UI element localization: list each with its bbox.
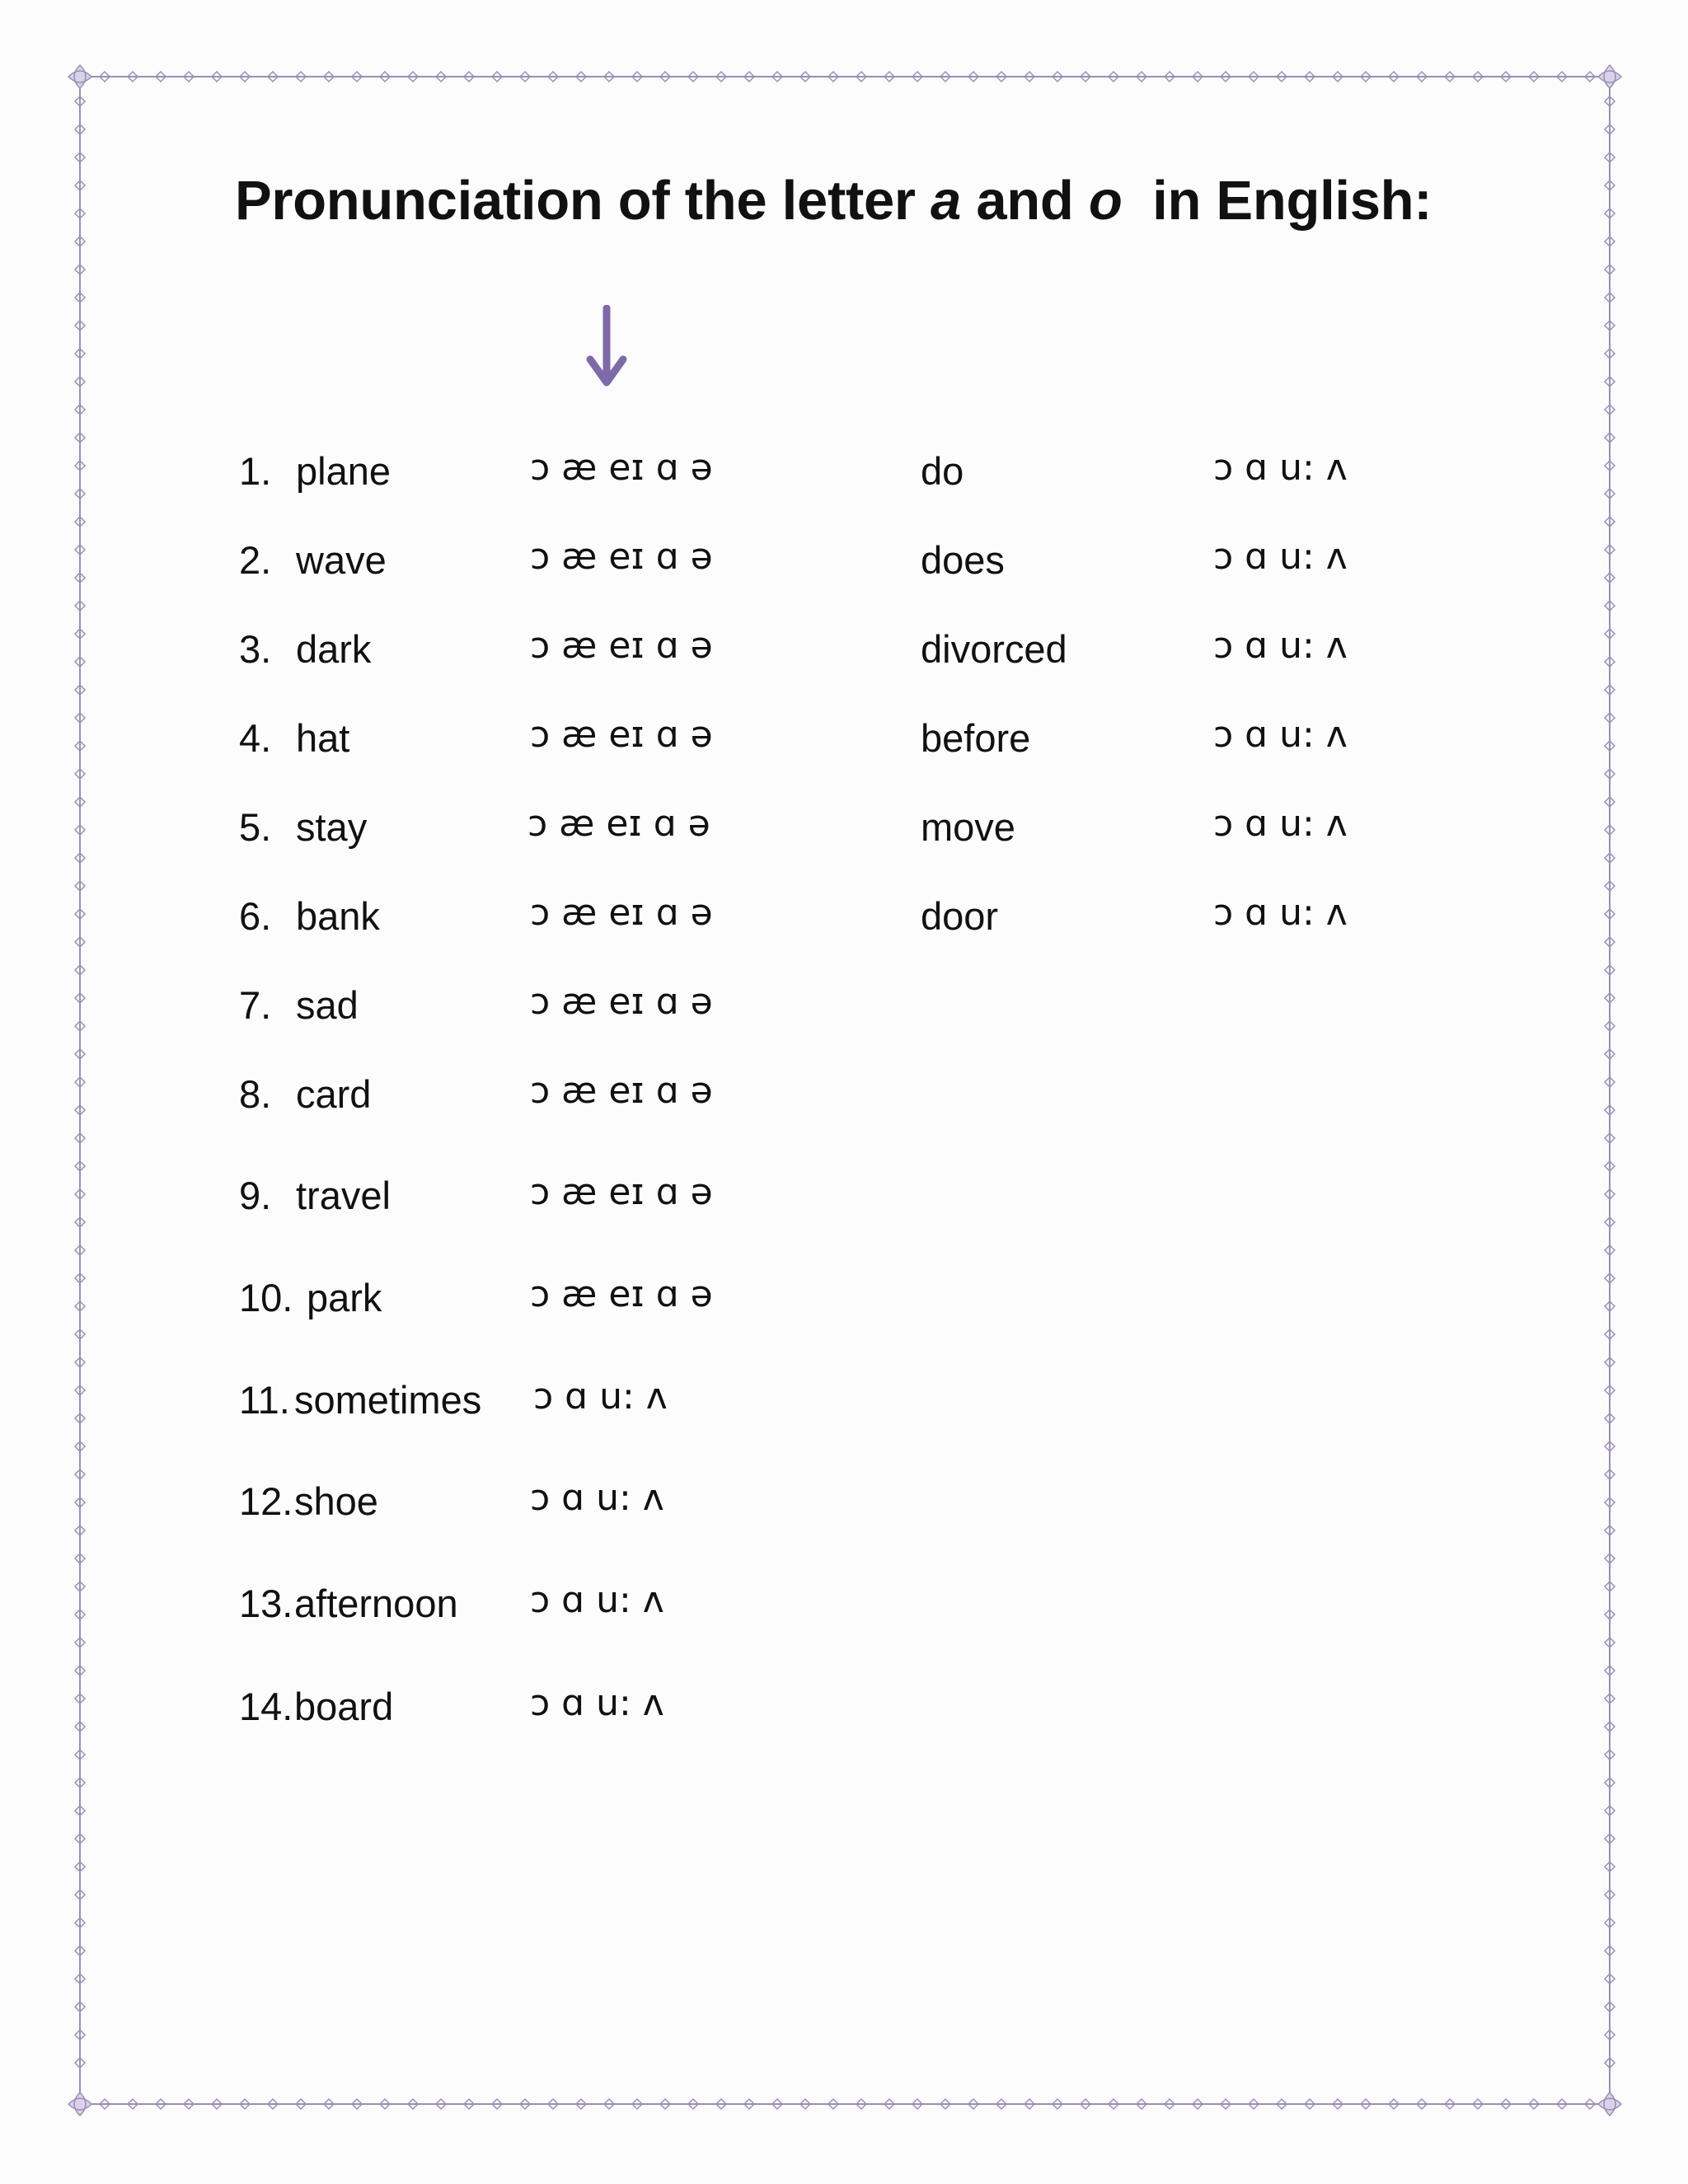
item-number: 3. bbox=[239, 627, 272, 671]
phoneme-options: ɔ æ eɪ ɑ ə bbox=[530, 625, 713, 667]
item-word: park bbox=[307, 1276, 382, 1319]
title-letter-o: o bbox=[1088, 170, 1123, 232]
phoneme-options: ɔ æ eɪ ɑ ə bbox=[530, 892, 713, 934]
phoneme-options: ɔ æ eɪ ɑ ə bbox=[530, 714, 713, 756]
phoneme-options: ɔ æ eɪ ɑ ə bbox=[530, 447, 713, 489]
title-letter-a: a bbox=[931, 170, 962, 232]
right-phoneme-options: ɔ ɑ u: ʌ bbox=[1213, 625, 1348, 667]
item-word: dark bbox=[296, 627, 372, 671]
item-word: travel bbox=[296, 1174, 391, 1217]
phoneme-options: ɔ æ eɪ ɑ ə bbox=[530, 981, 713, 1023]
phoneme-options: ɔ æ eɪ ɑ ə bbox=[530, 1070, 713, 1112]
right-item-word: before bbox=[921, 716, 1031, 760]
phoneme-options: ɔ æ eɪ ɑ ə bbox=[530, 1273, 713, 1315]
title-and: and bbox=[976, 170, 1074, 232]
right-item-word: do bbox=[921, 449, 964, 493]
item-word: sad bbox=[296, 983, 359, 1027]
right-phoneme-options: ɔ ɑ u: ʌ bbox=[1213, 892, 1348, 934]
item-word: sometimes bbox=[294, 1378, 482, 1422]
item-word: shoe bbox=[294, 1479, 378, 1523]
right-item-word: door bbox=[921, 894, 999, 938]
item-word: card bbox=[296, 1072, 372, 1116]
phoneme-options: ɔ æ eɪ ɑ ə bbox=[530, 536, 713, 578]
page-title bbox=[235, 169, 1432, 232]
item-word: stay bbox=[296, 805, 368, 849]
item-number: 12. bbox=[239, 1479, 293, 1523]
item-number: 1. bbox=[239, 449, 272, 493]
down-arrow-icon bbox=[585, 305, 628, 391]
item-word: board bbox=[294, 1685, 394, 1728]
item-number: 14. bbox=[239, 1685, 293, 1728]
phoneme-options: ɔ ɑ u: ʌ bbox=[533, 1376, 668, 1418]
right-item-word: does bbox=[921, 538, 1005, 582]
item-number: 13. bbox=[239, 1582, 293, 1625]
item-number: 9. bbox=[239, 1174, 272, 1217]
right-phoneme-options: ɔ ɑ u: ʌ bbox=[1213, 714, 1348, 756]
right-item-word: move bbox=[921, 805, 1015, 849]
phoneme-options: ɔ ɑ u: ʌ bbox=[530, 1579, 664, 1621]
phoneme-options: ɔ æ eɪ ɑ ə bbox=[530, 1171, 713, 1213]
phoneme-options: ɔ ɑ u: ʌ bbox=[530, 1682, 664, 1724]
item-word: wave bbox=[296, 538, 387, 582]
item-number: 5. bbox=[239, 805, 272, 849]
right-item-word: divorced bbox=[921, 627, 1067, 671]
item-word: plane bbox=[296, 449, 391, 493]
item-number: 2. bbox=[239, 538, 272, 582]
item-number: 7. bbox=[239, 983, 272, 1027]
item-number: 4. bbox=[239, 716, 272, 760]
item-word: hat bbox=[296, 716, 350, 760]
right-phoneme-options: ɔ ɑ u: ʌ bbox=[1213, 536, 1348, 578]
item-word: bank bbox=[296, 894, 380, 938]
item-word: afternoon bbox=[294, 1582, 458, 1625]
right-phoneme-options: ɔ ɑ u: ʌ bbox=[1213, 803, 1348, 845]
right-phoneme-options: ɔ ɑ u: ʌ bbox=[1213, 447, 1348, 489]
phoneme-options: ɔ ɑ u: ʌ bbox=[530, 1477, 664, 1519]
item-number: 6. bbox=[239, 894, 272, 938]
item-number: 11. bbox=[239, 1378, 290, 1422]
title-prefix: Pronunciation of the letter bbox=[235, 170, 916, 232]
title-suffix: in English: bbox=[1152, 170, 1432, 232]
item-number: 10. bbox=[239, 1276, 293, 1319]
item-number: 8. bbox=[239, 1072, 272, 1116]
phoneme-options: ɔ æ eɪ ɑ ə bbox=[528, 803, 710, 845]
